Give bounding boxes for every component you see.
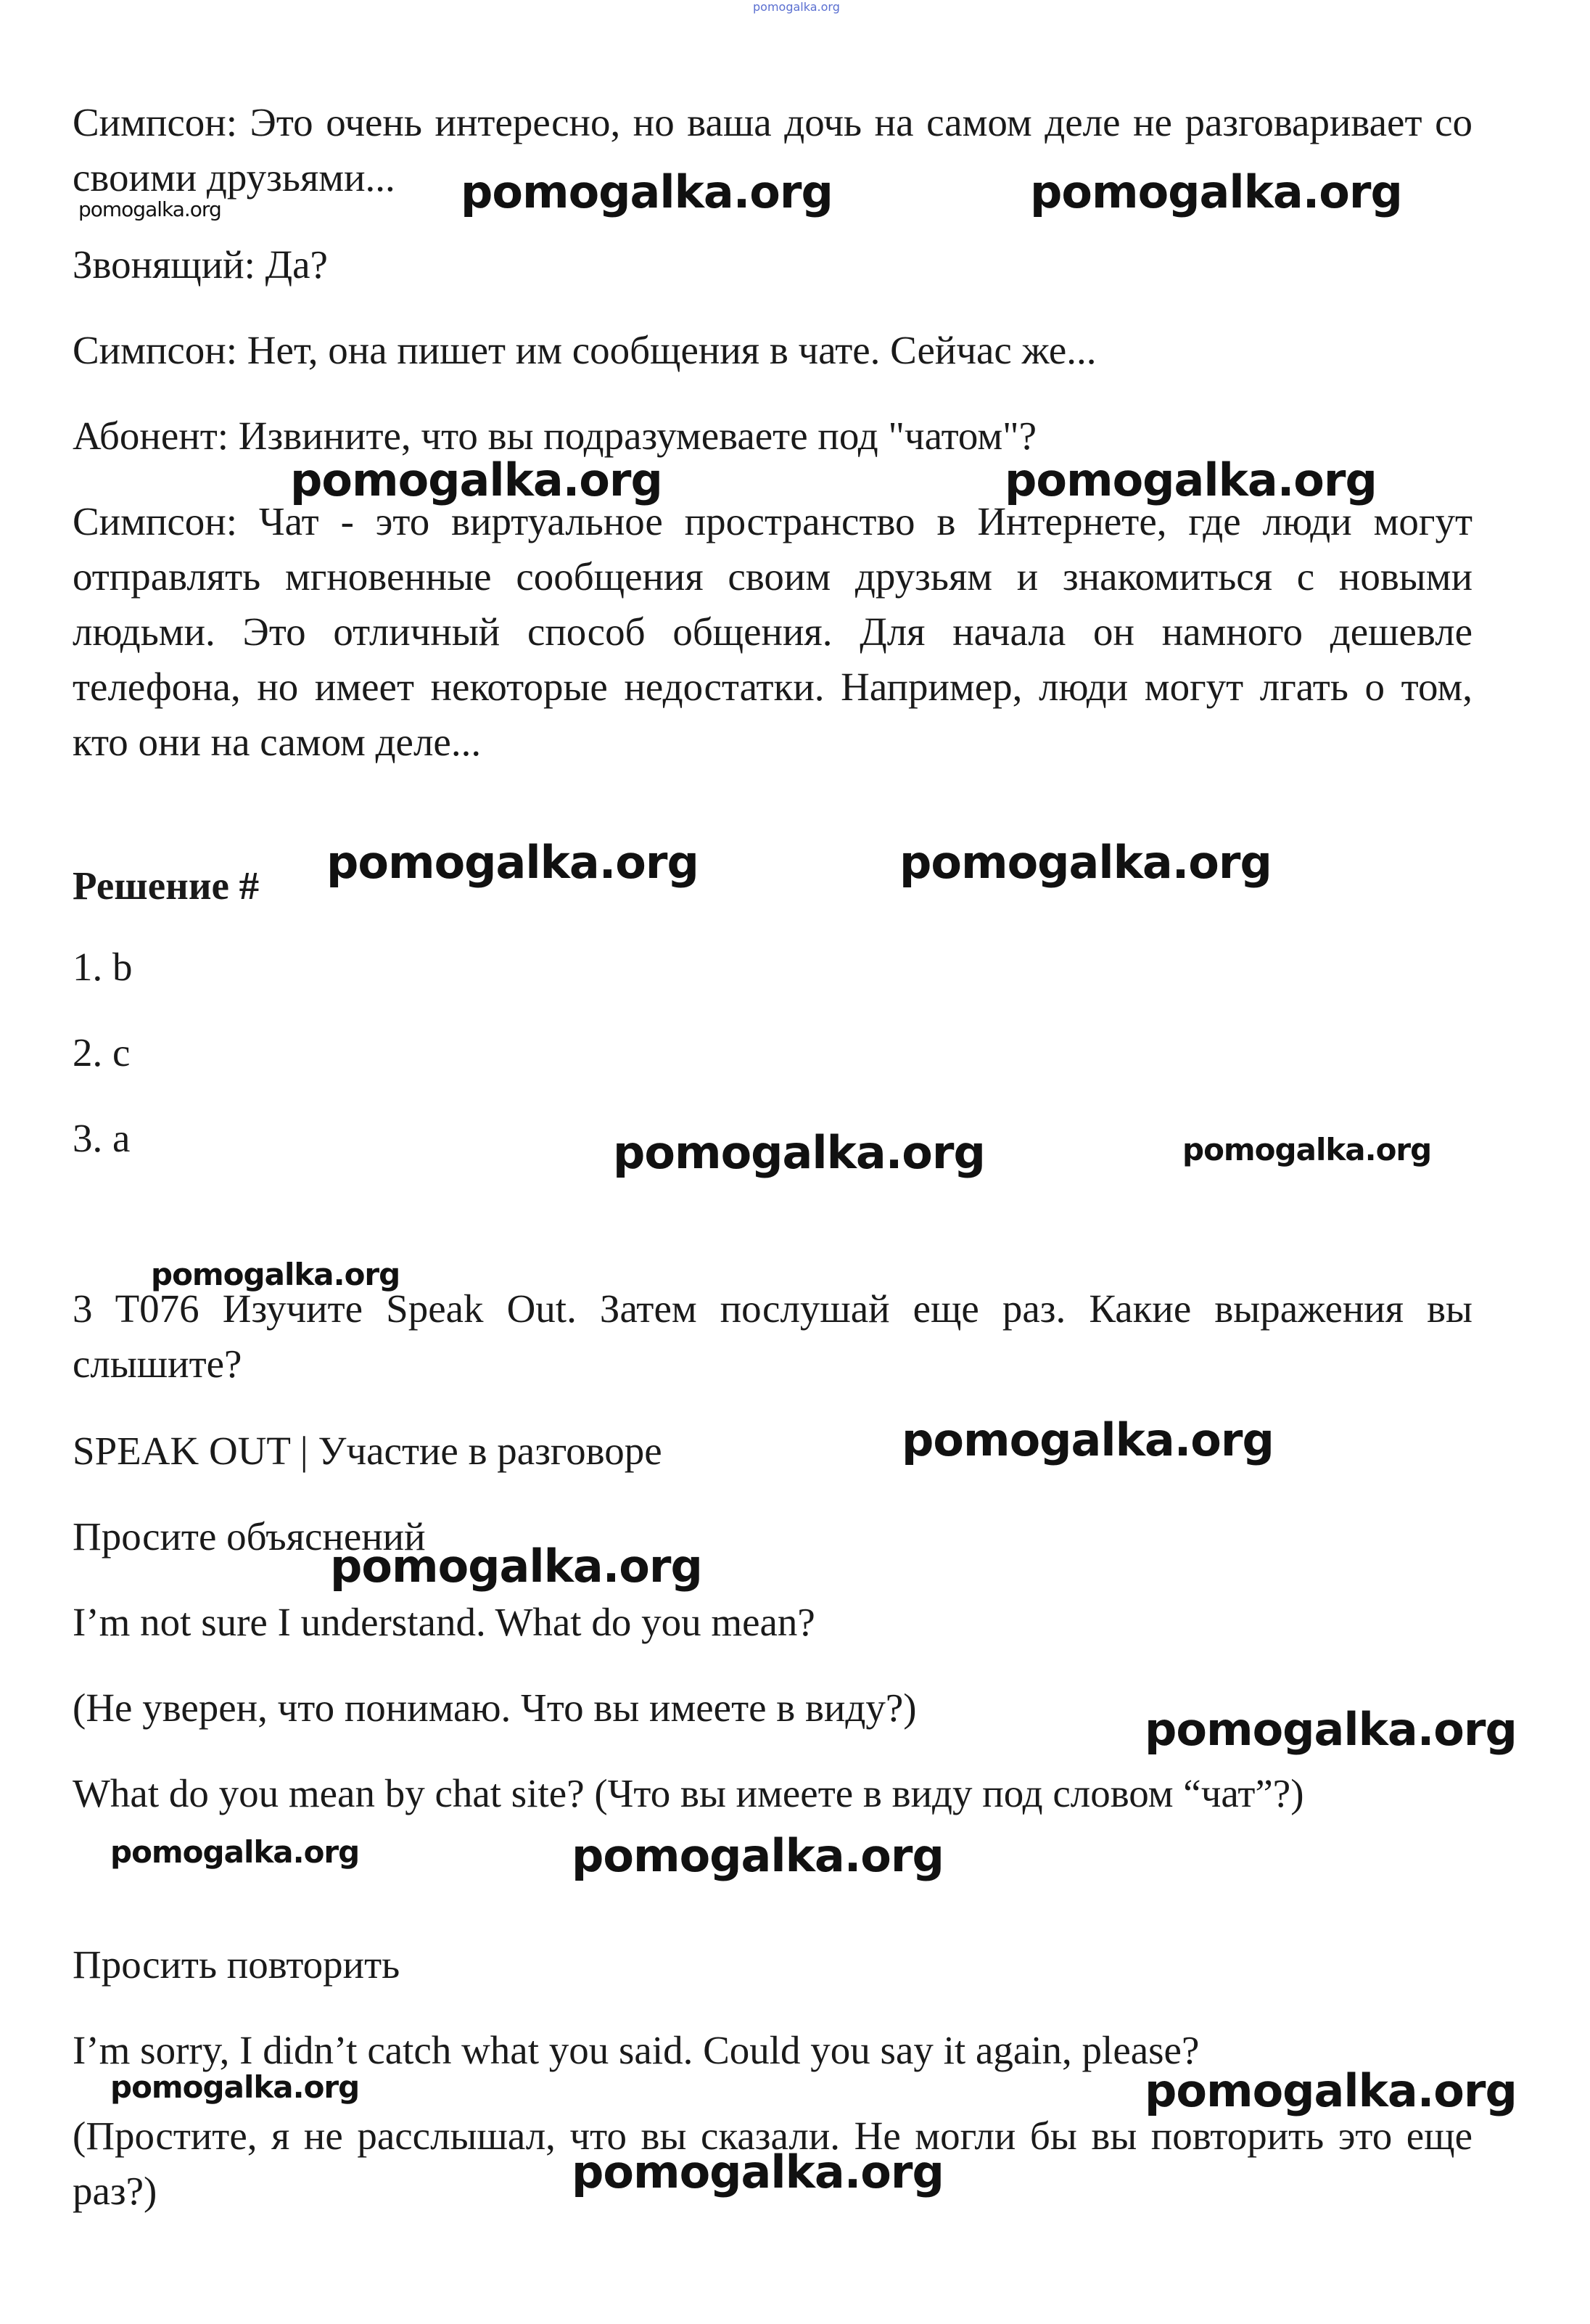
dialogue-line-simpson-1: Симпсон: Это очень интересно, но ваша дочь на самом деле не разговаривает со своими друзьями...	[73, 100, 1472, 200]
answer-3: 3. a	[73, 1116, 131, 1160]
watermark: pomogalka.org	[151, 1257, 400, 1292]
phrase-ru-not-sure: (Не уверен, что понимаю. Что вы имеете в виду?)	[73, 1685, 917, 1730]
section-ask-explanation-heading: Просите объяснений	[73, 1514, 426, 1559]
watermark: pomogalka.org	[78, 197, 221, 221]
watermark: pomogalka.org	[110, 2069, 360, 2105]
dialogue-line-simpson-2: Симпсон: Нет, она пишет им сообщения в чате. Сейчас же...	[73, 328, 1097, 372]
dialogue-line-subscriber: Абонент: Извините, что вы подразумеваете под "чатом"?	[73, 414, 1037, 458]
watermark: pomogalka.org	[1145, 1703, 1517, 1756]
watermark: pomogalka.org	[572, 1829, 944, 1882]
section-ask-repeat-heading: Просить повторить	[73, 1942, 400, 1987]
answer-2: 2. c	[73, 1030, 131, 1075]
watermark: pomogalka.org	[902, 1413, 1274, 1466]
watermark: pomogalka.org	[1005, 453, 1377, 506]
task-3-instruction: 3 T076 Изучите Speak Out. Затем послушай еще раз. Какие выражения вы слышите?	[73, 1286, 1472, 1386]
watermark: pomogalka.org	[461, 165, 833, 218]
watermark: pomogalka.org	[1030, 165, 1402, 218]
watermark: pomogalka.org	[290, 453, 662, 506]
watermark: pomogalka.org	[1145, 2064, 1517, 2117]
top-watermark: pomogalka.org	[753, 0, 840, 14]
watermark: pomogalka.org	[899, 836, 1272, 889]
watermark: pomogalka.org	[613, 1126, 985, 1179]
phrase-ru-sorry: (Простите, я не расслышал, что вы сказали. Не могли бы вы повторить это еще раз?)	[73, 2114, 1472, 2213]
watermark: pomogalka.org	[326, 836, 699, 889]
phrase-chat-site: What do you mean by chat site? (Что вы имеете в виду под словом “чат”?)	[73, 1771, 1304, 1815]
watermark: pomogalka.org	[572, 2146, 944, 2198]
phrase-en-not-sure: I’m not sure I understand. What do you mean?	[73, 1600, 815, 1644]
speak-out-title: SPEAK OUT | Участие в разговоре	[73, 1429, 662, 1473]
phrase-en-sorry: I’m sorry, I didn’t catch what you said. Could you say it again, please?	[73, 2028, 1200, 2072]
dialogue-line-simpson-3: Симпсон: Чат - это виртуальное пространство в Интернете, где люди могут отправлять мгновенные сообщения своим друзьям и знакомиться с новыми людьми. Это отличный способ общения. Для начала он намного дешевле телефона, но имеет некоторые недостатки. Например, люди могут лгать о том, кто они на самом деле...	[73, 499, 1472, 764]
watermark: pomogalka.org	[1182, 1132, 1432, 1167]
dialogue-line-caller: Звонящий: Да?	[73, 242, 328, 287]
watermark: pomogalka.org	[330, 1540, 702, 1593]
answer-1: 1. b	[73, 945, 133, 989]
solution-heading: Решение #	[73, 863, 260, 908]
watermark: pomogalka.org	[110, 1834, 360, 1870]
